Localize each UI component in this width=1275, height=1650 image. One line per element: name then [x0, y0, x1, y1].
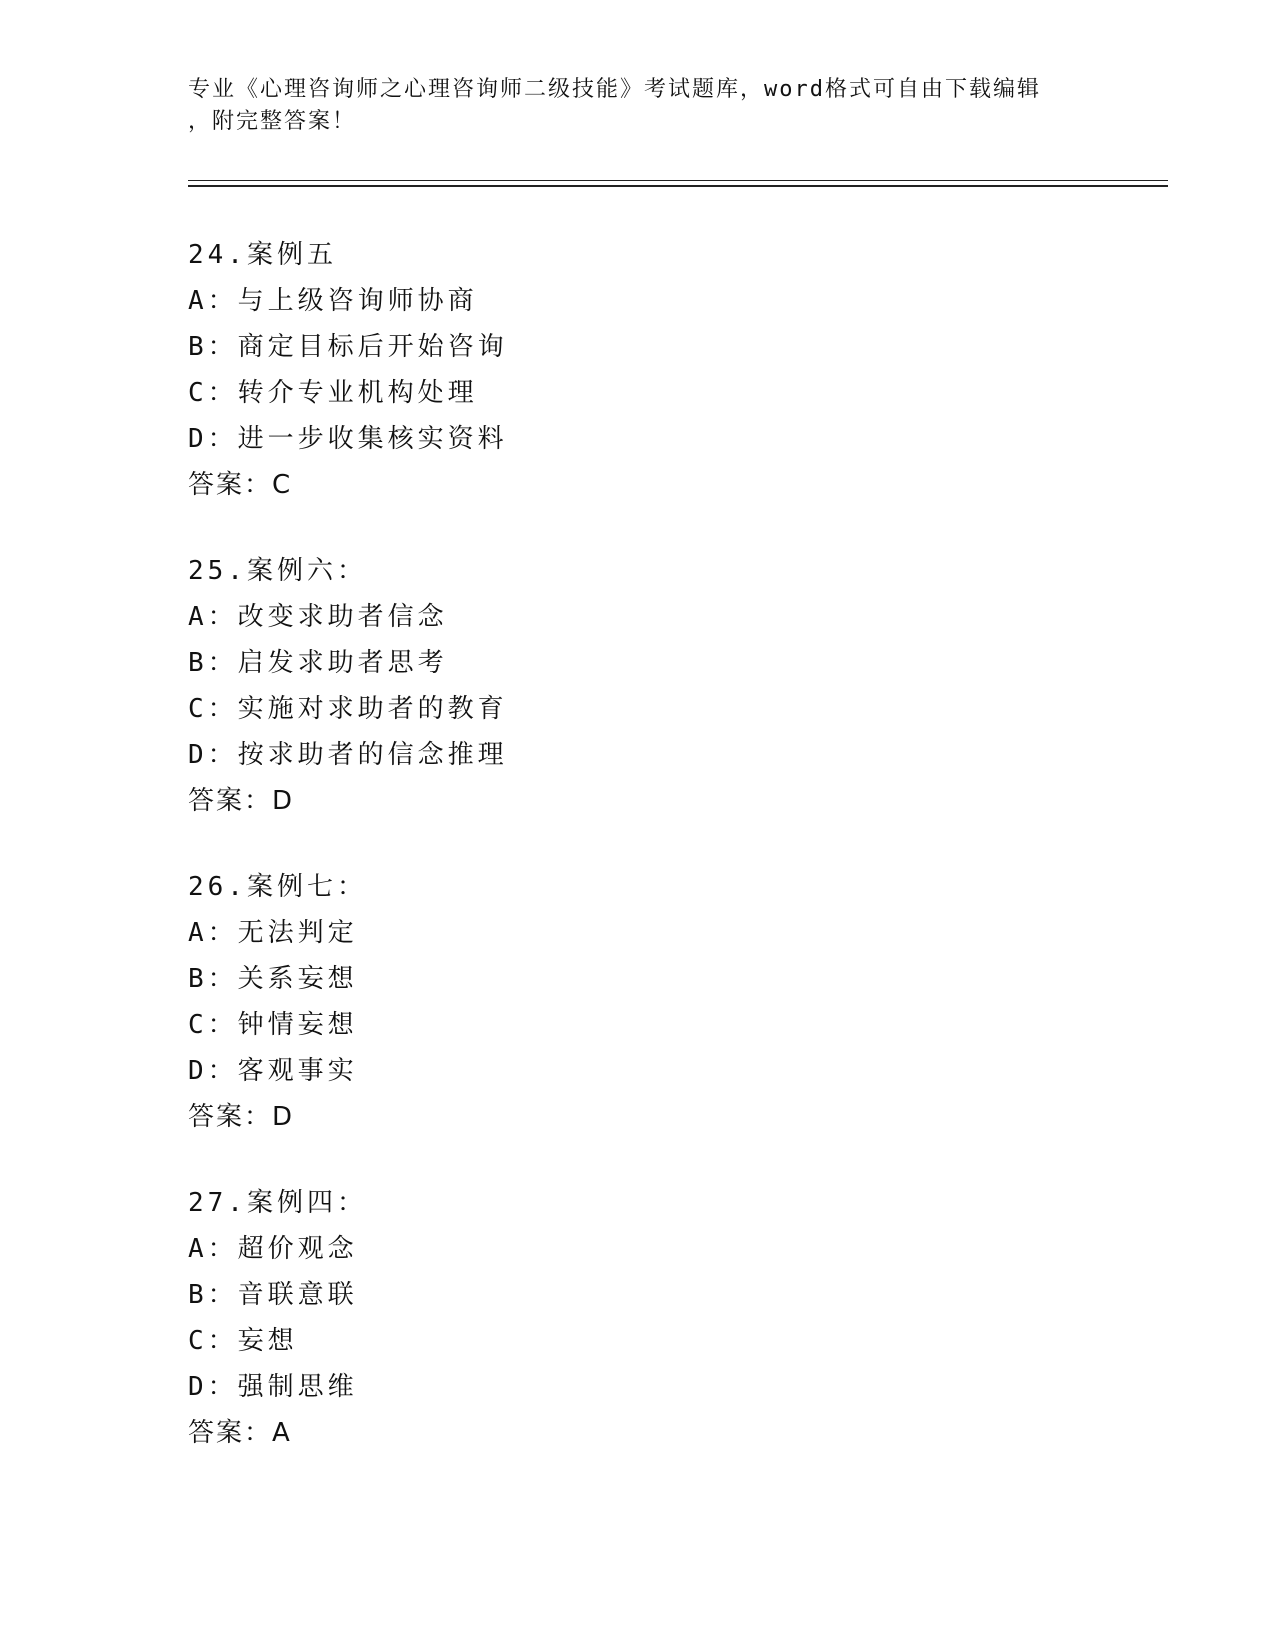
answer-line: 答案：D [188, 786, 295, 816]
option-c: C：转介专业机构处理 [188, 378, 478, 408]
question-stem: 25.案例六： [188, 556, 367, 586]
option-b: B：关系妄想 [188, 964, 358, 994]
option-c: C：实施对求助者的教育 [188, 694, 508, 724]
header-divider-thick [188, 185, 1168, 187]
question-26 [188, 864, 1088, 1140]
option-c: C：钟情妄想 [188, 1010, 358, 1040]
option-d: D：客观事实 [188, 1056, 358, 1086]
option-d: D：按求助者的信念推理 [188, 740, 508, 770]
header-divider-thin [188, 180, 1168, 181]
option-a: A：改变求助者信念 [188, 602, 448, 632]
question-stem: 24.案例五 [188, 240, 337, 270]
question-stem: 27.案例四： [188, 1188, 367, 1218]
answer-line: 答案：C [188, 470, 293, 500]
header-line-2: ，附完整答案！ [188, 109, 357, 134]
option-d: D：强制思维 [188, 1372, 358, 1402]
option-b: B：启发求助者思考 [188, 648, 448, 678]
option-b: B：音联意联 [188, 1280, 358, 1310]
option-a: A：无法判定 [188, 918, 358, 948]
question-24 [188, 232, 1088, 508]
answer-line: 答案：D [188, 1102, 295, 1132]
option-d: D：进一步收集核实资料 [188, 424, 508, 454]
header-line-1: 专业《心理咨询师之心理咨询师二级技能》考试题库，word格式可自由下载编辑 [188, 77, 1041, 102]
question-27 [188, 1180, 1088, 1456]
answer-line: 答案：A [188, 1418, 292, 1448]
document-header [188, 74, 1088, 138]
question-25 [188, 548, 1088, 824]
option-a: A：超价观念 [188, 1234, 358, 1264]
option-a: A：与上级咨询师协商 [188, 286, 478, 316]
option-c: C：妄想 [188, 1326, 298, 1356]
option-b: B：商定目标后开始咨询 [188, 332, 508, 362]
question-stem: 26.案例七： [188, 872, 367, 902]
